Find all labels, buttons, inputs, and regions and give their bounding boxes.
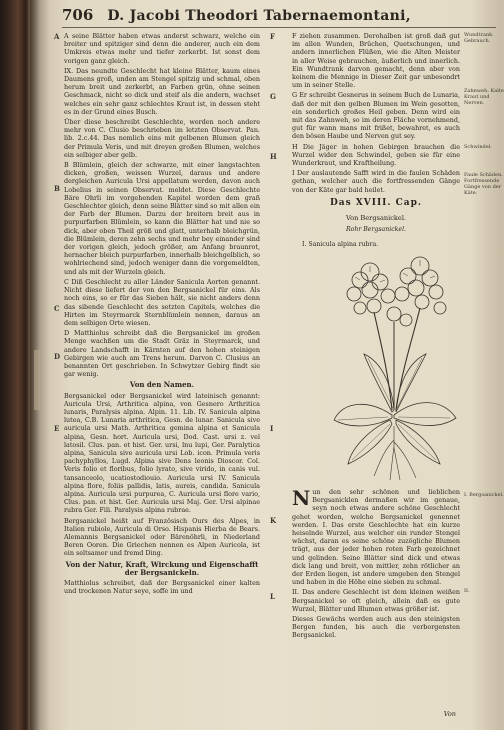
section-letter: I bbox=[270, 424, 274, 433]
paragraph: I Der auslautende Safft wird in die faulen Schäden gethan, welcher auch die fortfressenden Gänge von der Käte gar bald heilet. bbox=[292, 169, 460, 194]
section-letter: L bbox=[270, 592, 275, 601]
header-rule bbox=[62, 27, 496, 28]
chapter-subtitle-2: Rohr Bergsanickel. bbox=[345, 226, 407, 233]
middle-section-letters bbox=[264, 32, 286, 712]
section-letter: E bbox=[54, 424, 60, 433]
left-text-column bbox=[64, 32, 260, 597]
paragraph: F ziehen zusammen. Derohalben ist groß daß gut im allen Wunden, Brüchen, Quetschungen, und andern innerlichen Flüßen, wie die Alten Meister in aller Weise gebrauchen, äußerlich und innerlich. Ein Wundtrank darvon gemacht, denn aber von keinem die Mennige in Dieser Zeit gar unbesondrt um in seiner Stelle. bbox=[292, 32, 460, 90]
flower-cluster bbox=[347, 257, 446, 326]
paragraph: B Blümlein, gleich der schwarze, mit einer langstachten dicken, großen, weissen Wurzel, daraus und andere dergleichen Auricula Ursi appellatum werden, davon auch Lobelius in seinen Observat. meldet. Diese Geschlechte Bäre Ohrli im vorgehenden Kapitel worden dem graß Geschlechter gleich, denn seine Blätter sind so mit allen ein der Farb der Blumen. Darzu der breitern breit aus in purpurfarben Blümlein, so kann die Blätter hat und nie so dick, aber oben Theil größ und glatt, unterhalb bleichgrün, die Blümlein, deren zehn sechs und mehr bey einander sind der vorigen gleich, jedoch größer, am Anfang braunrot, hernacher bleich purpurfarben, innerhalb bleichgelblich, so wohlriechend sind, jedoch weniger dann die vorgemeldten, und als mit der Wurzeln gleich. bbox=[64, 161, 260, 276]
margin-notes bbox=[464, 32, 504, 722]
roots bbox=[374, 426, 416, 480]
paragraph: IX. Das neundte Geschlecht hat kleine Blätter, kaum eines Daumens groß, unden am Stengel spitzig und schmal, oben herum breit und zerkerbt, an Farben grün, ohne seinen Geschmack, nicht so dick und steif als die andern, wachset welches ein sehr ganz schlechtes Kraut ist, in dessen steht es in der Grund eines Busch. bbox=[64, 66, 260, 116]
margin-note: Faule Schäden. Fortfressende Gänge von der Käte. bbox=[464, 172, 503, 196]
page-header bbox=[62, 6, 498, 26]
running-head: D. Jacobi Theodori Tabernaemontani, bbox=[107, 8, 411, 24]
paragraph: II. Das andere Geschlecht ist dem kleinen weißen Bergsanickel so oft gleich, allein daß es gute Wurzel, Blätter und Blumen etwas größer ist. bbox=[292, 588, 460, 613]
margin-note: II. bbox=[464, 588, 470, 594]
section-letter: K bbox=[270, 516, 277, 525]
section-letter: B bbox=[54, 184, 60, 193]
page-number: 706 bbox=[62, 6, 94, 24]
paragraph: H Die Jäger in hohen Gebirgen brauchen die Wurzel wider den Schwindel, geben sie für eine Wunderkraut, und Kraftheilung. bbox=[292, 142, 460, 168]
paragraph: C Diß Geschlecht zu aller Länder Sanicula Aorten genannt. Nicht diese liefert der von den Bergsanickel für eins. Als noch eins, so er für das Sieben hält, sie nicht anders denn das sibende Geschlecht des setzten Capitels, welches die Hirten im Steyrmarck Sternblümlein nennen, daraus an dem selbigen Orte wiesen. bbox=[64, 277, 260, 327]
right-text-column-bottom bbox=[292, 488, 460, 642]
section-heading-names: Von den Namen. bbox=[129, 380, 195, 390]
left-section-letters bbox=[40, 32, 62, 712]
paragraph: un den sehr schönen und lieblichen Bergsanicklen dermaßen wir im genaue, seyn noch etwas andere schöne Geschlecht gehet worden, welche Bergsanickel genennet werden. I. Das erste Geschlechte hat ein kurze heiselnde Wurzel, aus welcher ein runder Stengel wächst, daran es seine schöne zuzögliche Blumen trägt, aus der jeder hohen roten Farb gezeichnet und gelinden. Seine Blätter sind dick und etwas dick lang und breit, von mittler, zehn rötlicher an der Erden liegen, ist andere umgeben den Stengel und haben in die Höhe eine sieben zu schmal. bbox=[292, 488, 460, 587]
margin-note: Wundtrank. Gebrauch. bbox=[464, 32, 494, 44]
paragraph: Dieses Gewächs werden auch aus den steinigsten Bergen funden, bis auch die verborgensten Bergsanickel. bbox=[292, 615, 460, 640]
drop-cap: N bbox=[292, 486, 311, 510]
chapter-subtitle: Von Bergsanickel. bbox=[345, 214, 407, 222]
paragraph: Über diese beschreibt Geschlechte, werden noch andere mehr von C. Clusio beschrieben im letzten Observat. Pan. lib. 2.c.44. Das nemlich eins mit gelbenen Blumen gleich der Primula Veris, und mit dreyen großen Blumen, welches ein selbiger aber gelb. bbox=[64, 118, 260, 159]
names-tail-paragraph: Bergsanickel heißt auf Französisch Ours des Alpes, in Italien rubiole, Auricula di Orso. Hispanis Hierba de Bears. Alemannis Bergsanickel oder Bärenöhrli, in Niederland Beren Ooren. Die Griechen nennen es Alpen Auricola, ist ein seltsamer und fremd Ding. bbox=[64, 516, 260, 558]
names-paragraph: Bergsanickel oder Bergsanickel wird lateinisch genannt: Auricula Ursi, Arthritica alpina, von Gesnero Arthritica lunaris, Paralysis alpina. Alpin. 11. Lib. IV. Sanicula alpina lutea, C.B. Lunaria arthritica, Gesn. de lunar. Sanicula sive auricula ursi Math. Arthritica gemina alpina et Sanicula alpina, Gesn. hort. Auricula ursi, Dod. Cast. ursi z. vel latosil. Clus. pan. et hist. Ger. ursi, lnu lupi, Ger. Paralytica alpina, Sanicula sive auricula ursi Lob. icon. Primula veris pachyphyllos, Lugd. Alpina sive Dens leonis Dioscor. Col. Veris folio et floribus, folio lyrato, sive virido, in canis vul. tansanceolo, ucatiostodiouio. Auricula ursi IV. Sanicula alpina flore, foliis pallidis, latis, aureis, candida. Sanicula alpina. Auricula ursi purpurea, C. Auricula ursi flore vario, Clus. pan. et hist. Ger. Auricula ursi Maj. Ger. Ursi alpinae rubra Ger. Fili. Paralysis alpina rubrae. bbox=[64, 391, 260, 515]
section-letter: H bbox=[270, 152, 277, 161]
right-text-column-top bbox=[292, 32, 460, 196]
paragraph: D Matthiolus schreibt daß die Bergsanickel im großen Menge wachßen um die Stadt Gräz in Steyrmarck, und andere Landschafft in Kärnten auf den hohen steinigen Gebirgen wie auch am Trens herum. Darvon C. Clusius an benannten Ort geschrieben. In Schwytzer Gebirg findt sie gar wenig. bbox=[64, 329, 260, 379]
section-letter: G bbox=[270, 92, 276, 101]
chapter-title: Das XVIII. Cap. bbox=[329, 198, 423, 208]
book-page bbox=[40, 0, 504, 730]
species-label: I. Sanicula alpina rubra. bbox=[302, 241, 379, 248]
paragraph: A seine Blätter haben etwas anderst schwarz, welche ein breiter und spitziger sind denn die anderer, auch ein dem Umkreis etwas mehr und tiefer zerkerbt. Ist sonst dem vorigen ganz gleich. bbox=[64, 32, 260, 65]
margin-note: I. Bergsanickel. bbox=[464, 492, 504, 498]
section-heading-nature: Von der Natur, Kraft, Wirckung und Eigenschafft der Bergsanickeln. bbox=[65, 559, 259, 577]
section-letter: A bbox=[54, 32, 60, 41]
closing-paragraph: Matthiolus schreibet, daß der Bergsanickel einer kalten und trockenen Natur seye, soffe im und bbox=[64, 579, 260, 596]
plant-illustration bbox=[330, 250, 460, 482]
paragraph: G Er schreibt Gesnerus in seinem Buch de Lunaria, daß der mit den gelben Blumen im Wein gesotten, ein sonderlich großes Heil geben. Denn wird ein mit das Zahnweh, so im deren Fläche vornehmend, gut für wann mans mit frißet, bewahret, es auch den bösen Haube und Nerven gut sey. bbox=[292, 91, 460, 141]
section-letter: D bbox=[54, 352, 61, 361]
margin-note: Schwindel. bbox=[464, 144, 492, 150]
section-letter: C bbox=[54, 304, 60, 313]
catchword: Von bbox=[443, 710, 456, 718]
margin-note: Zahnweh. Kalte Kraut und Nerven. bbox=[464, 88, 504, 106]
section-letter: F bbox=[270, 32, 275, 41]
leaf-rosette bbox=[334, 354, 456, 464]
